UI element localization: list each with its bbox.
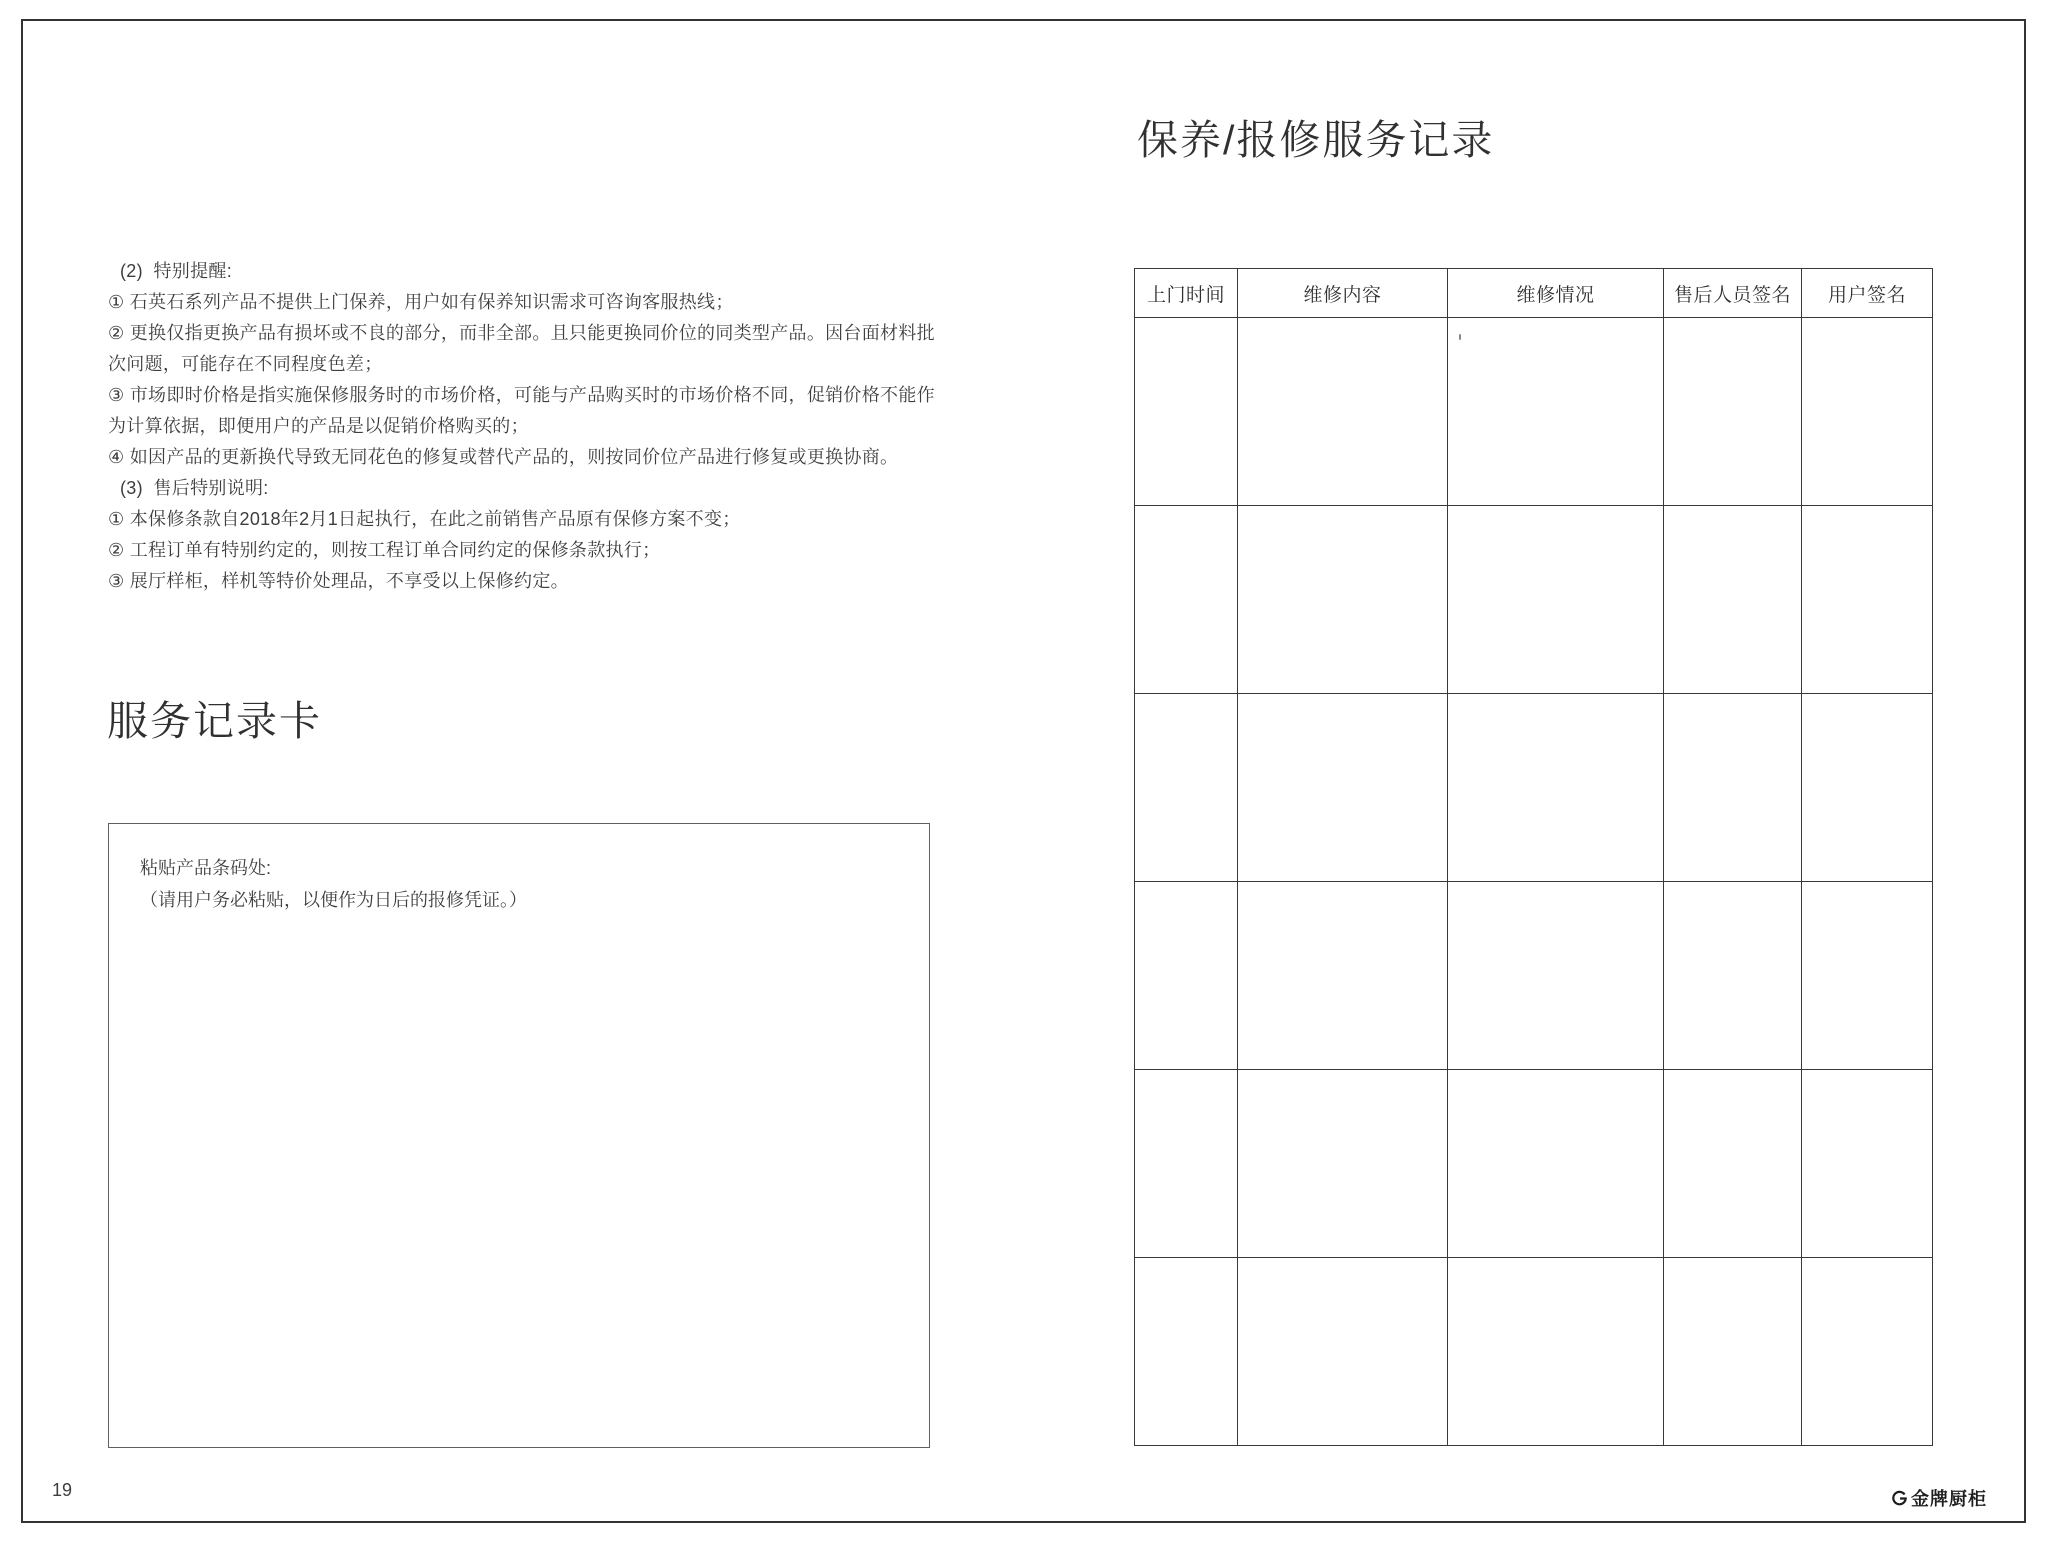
table-row	[1135, 1070, 1933, 1258]
table-cell	[1664, 506, 1802, 694]
table-cell	[1448, 1070, 1664, 1258]
table-cell	[1135, 1070, 1238, 1258]
table-cell	[1448, 882, 1664, 1070]
table-cell	[1238, 318, 1448, 506]
notice-line: ① 石英石系列产品不提供上门保养，用户如有保养知识需求可咨询客服热线；	[108, 292, 734, 312]
table-cell	[1135, 318, 1238, 506]
brand-name: 金牌厨柜	[1911, 1489, 1987, 1509]
col-header-repair-content: 维修内容	[1238, 269, 1448, 318]
table-cell	[1238, 882, 1448, 1070]
brand-g-circle-icon	[1891, 1490, 1908, 1507]
table-cell	[1238, 1070, 1448, 1258]
table-cell	[1664, 318, 1802, 506]
col-header-repair-status: 维修情况	[1448, 269, 1664, 318]
notice-line: ① 本保修条款自2018年2月1日起执行，在此之前销售产品原有保修方案不变；	[108, 509, 741, 529]
table-cell	[1802, 1258, 1933, 1446]
col-header-user-signature: 用户签名	[1802, 269, 1933, 318]
table-row	[1135, 882, 1933, 1070]
scan-artifact-mark	[1459, 334, 1461, 340]
notice-line: 次问题，可能存在不同程度色差；	[108, 354, 383, 374]
brand-logo	[1891, 1485, 1987, 1511]
notice-line: (3) 售后特别说明:	[120, 478, 269, 498]
table-cell	[1802, 882, 1933, 1070]
table-cell	[1448, 318, 1664, 506]
table-cell	[1238, 1258, 1448, 1446]
notice-line: (2) 特别提醒:	[120, 261, 233, 281]
notice-line: ③ 展厅样柜，样机等特价处理品，不享受以上保修约定。	[108, 571, 569, 591]
notice-line: 为计算依据，即便用户的产品是以促销价格购买的；	[108, 416, 529, 436]
table-cell	[1238, 506, 1448, 694]
table-cell	[1448, 506, 1664, 694]
table-cell	[1135, 506, 1238, 694]
warranty-notice-text	[108, 256, 1008, 597]
col-header-visit-time: 上门时间	[1135, 269, 1238, 318]
page-number: 19	[52, 1480, 73, 1500]
table-cell	[1135, 694, 1238, 882]
table-cell	[1802, 506, 1933, 694]
table-cell	[1238, 694, 1448, 882]
table-cell	[1135, 882, 1238, 1070]
table-cell	[1664, 1070, 1802, 1258]
notice-line: ② 工程订单有特别约定的，则按工程订单合同约定的保修条款执行；	[108, 540, 661, 560]
barcode-paste-box	[108, 823, 930, 1448]
notice-line: ④ 如因产品的更新换代导致无同花色的修复或替代产品的，则按同价位产品进行修复或更换协商。	[108, 447, 899, 467]
table-row	[1135, 506, 1933, 694]
table-cell	[1135, 1258, 1238, 1446]
page-title: 保养/报修服务记录	[1137, 117, 1495, 163]
col-header-staff-signature: 售后人员签名	[1664, 269, 1802, 318]
table-cell	[1448, 1258, 1664, 1446]
table-cell	[1802, 694, 1933, 882]
table-cell	[1664, 1258, 1802, 1446]
table-row	[1135, 1258, 1933, 1446]
table-row	[1135, 318, 1933, 506]
table-cell	[1802, 318, 1933, 506]
table-cell	[1802, 1070, 1933, 1258]
barcode-box-note: （请用户务必粘贴，以便作为日后的报修凭证。）	[140, 890, 527, 910]
table-row	[1135, 694, 1933, 882]
table-cell	[1664, 882, 1802, 1070]
service-record-table	[1134, 268, 1933, 1446]
table-header-row	[1135, 269, 1933, 318]
notice-line: ③ 市场即时价格是指实施保修服务时的市场价格，可能与产品购买时的市场价格不同，促销价格不能作	[108, 385, 935, 405]
table-cell	[1448, 694, 1664, 882]
barcode-box-title: 粘贴产品条码处:	[140, 858, 272, 878]
service-record-card-title: 服务记录卡	[107, 698, 322, 744]
notice-line: ② 更换仅指更换产品有损坏或不良的部分，而非全部。且只能更换同价位的同类型产品。因台面材料批	[108, 323, 935, 343]
table-cell	[1664, 694, 1802, 882]
